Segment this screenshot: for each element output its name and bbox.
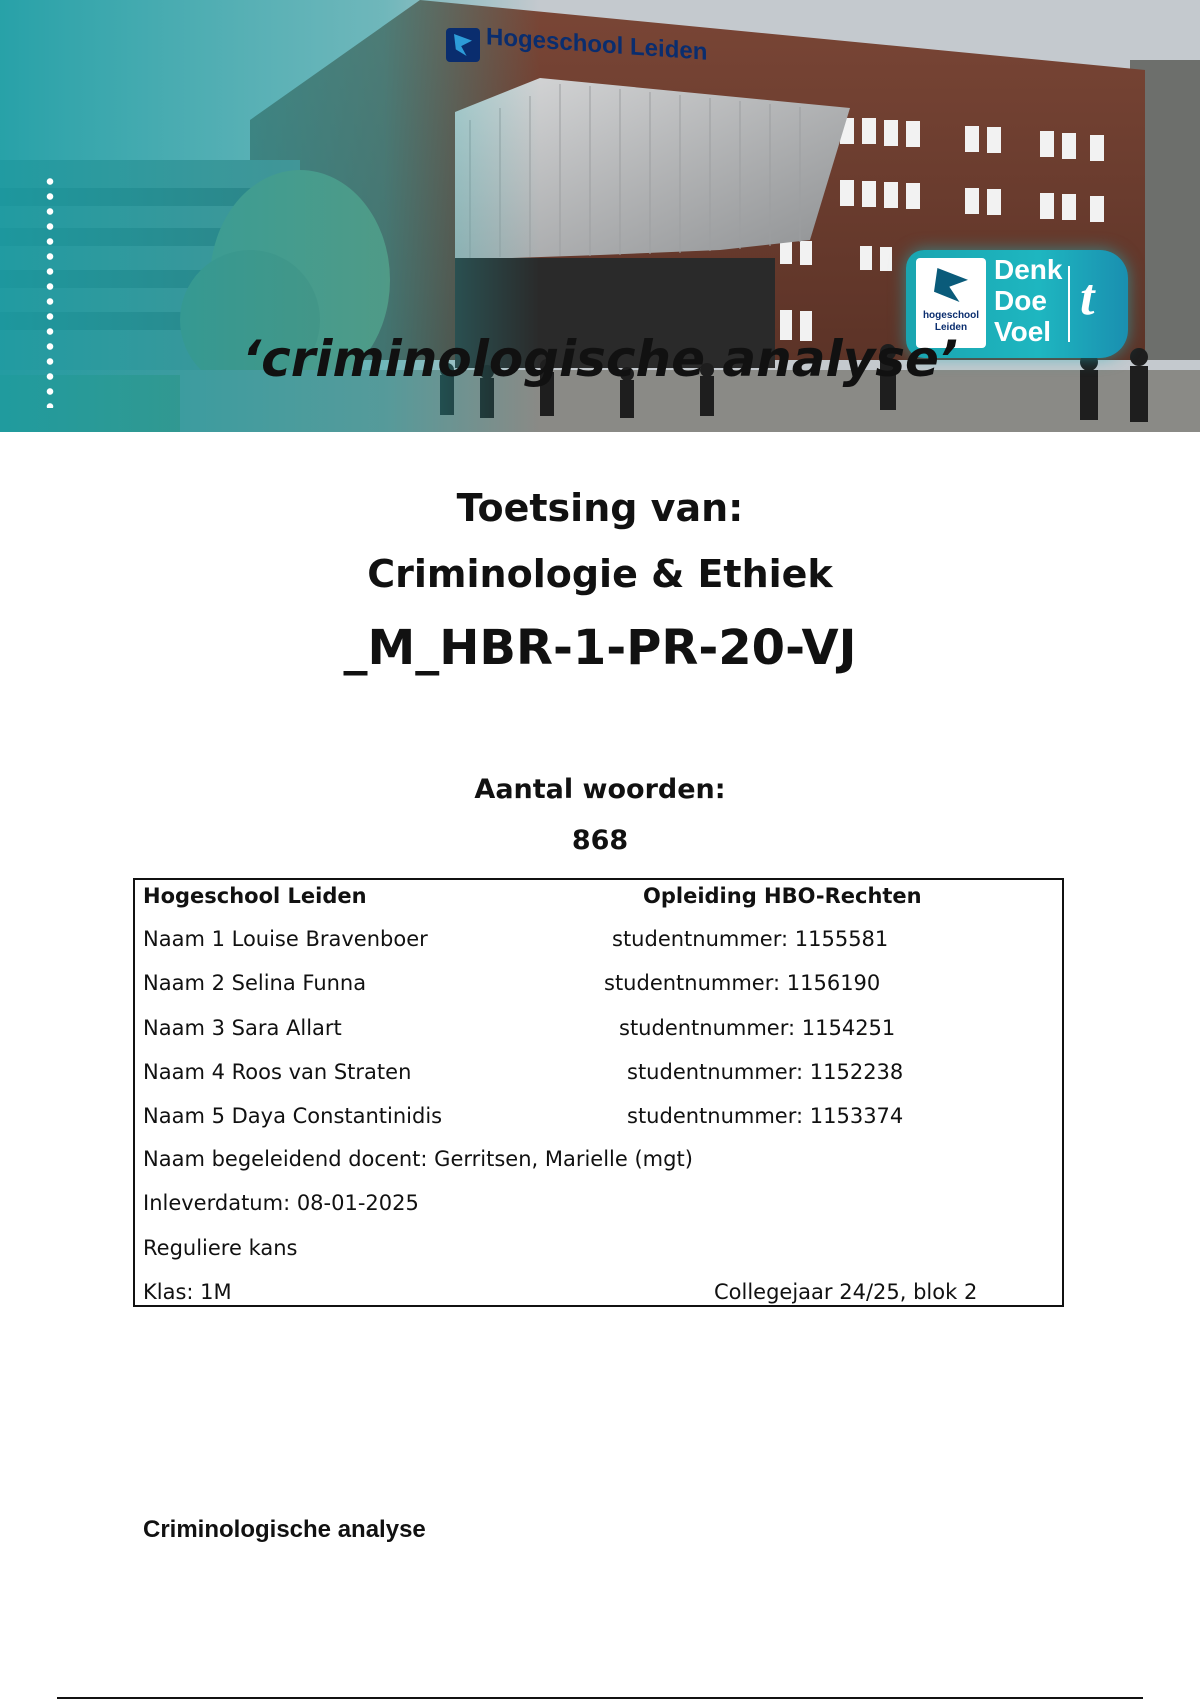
word-count-value: 868	[571, 825, 629, 856]
cover-banner-photo	[0, 0, 1200, 432]
building-sign	[446, 23, 708, 66]
teacher-name: Naam begeleidend docent: Gerritsen, Marielle (mgt)	[143, 1147, 693, 1171]
student-number-1: studentnummer: 1155581	[612, 927, 889, 951]
badge-letter: t	[1080, 269, 1095, 326]
hogeschool-logo-icon	[446, 28, 480, 62]
badge-word-doe: Doe	[994, 285, 1047, 316]
title-line-1: Toetsing van:	[456, 486, 744, 530]
program-name: Opleiding HBO-Rechten	[643, 884, 922, 908]
footer-divider	[57, 1697, 1143, 1699]
building-sign-text: Hogeschool Leiden	[486, 23, 708, 66]
badge-word-voel: Voel	[994, 316, 1052, 347]
class-label: Klas: 1M	[143, 1280, 232, 1304]
badge-logo-line1: hogeschool	[922, 310, 980, 321]
school-name: Hogeschool Leiden	[143, 884, 367, 908]
student-name-1: Naam 1 Louise Bravenboer	[143, 927, 428, 951]
attempt-type: Reguliere kans	[143, 1236, 298, 1260]
student-name-4: Naam 4 Roos van Straten	[143, 1060, 412, 1084]
student-number-2: studentnummer: 1156190	[604, 971, 881, 995]
student-name-3: Naam 3 Sara Allart	[143, 1016, 342, 1040]
student-number-3: studentnummer: 1154251	[619, 1016, 896, 1040]
student-info-table	[133, 878, 1064, 1307]
student-name-2: Naam 2 Selina Funna	[143, 971, 367, 995]
student-number-5: studentnummer: 1153374	[627, 1104, 904, 1128]
badge-word-denk: Denk	[994, 254, 1063, 285]
bird-logo-icon	[934, 268, 968, 302]
student-number-4: studentnummer: 1152238	[627, 1060, 904, 1084]
due-date: Inleverdatum: 08-01-2025	[143, 1191, 419, 1215]
report-subject: Criminologische analyse	[143, 1516, 426, 1543]
title-course-code: _M_HBR-1-PR-20-VJ	[343, 620, 857, 676]
word-count-label: Aantal woorden:	[474, 774, 726, 805]
student-name-5: Naam 5 Daya Constantinidis	[143, 1104, 443, 1128]
academic-year: Collegejaar 24/25, blok 2	[714, 1280, 978, 1304]
badge-logo-line2: Leiden	[934, 322, 968, 333]
title-course: Criminologie & Ethiek	[367, 552, 833, 596]
banner-heading: ‘criminologische analyse’	[242, 330, 958, 388]
